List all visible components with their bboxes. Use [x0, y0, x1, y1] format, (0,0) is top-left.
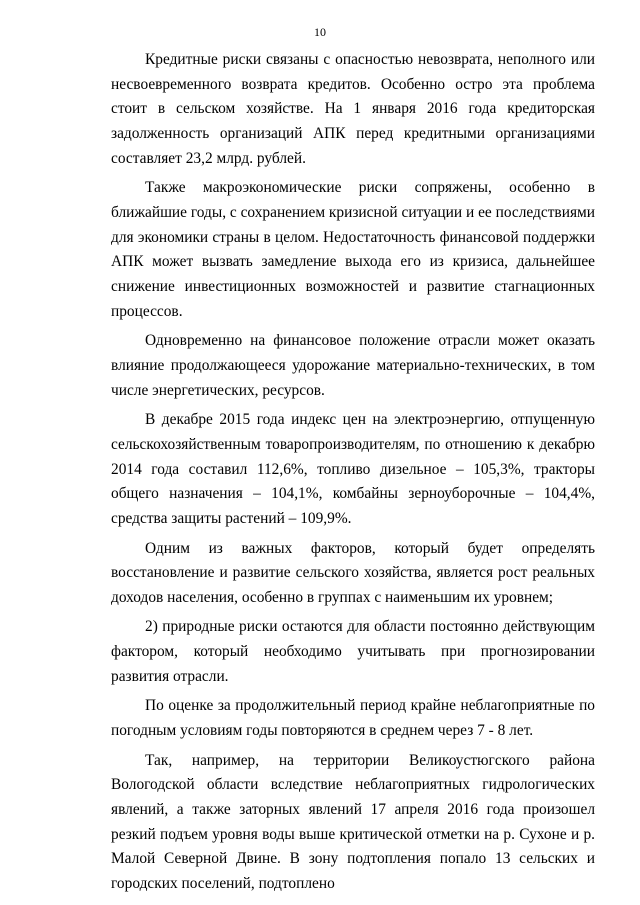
paragraph-income-growth: Одним из важных факторов, который будет определять восстановление и развитие сельского хозяйства, является рост реальных доходов населения, особенно в группах с наименьшим их уровнем; — [111, 539, 595, 606]
document-body — [111, 48, 595, 902]
paragraph-credit-risks: Кредитные риски связаны с опасностью невозврата, неполного или несвоевременного возврата кредитов. Особенно остро эта проблема стоит в сельском хозяйстве. На 1 января 2016 года кредиторская задолженность организаций АПК перед кредитными организациями составляет 23,2 млрд. рублей. — [111, 51, 595, 167]
paragraph-weather-frequency: По оценке за продолжительный период крайне неблагоприятные по погодным условиям годы повторяются в среднем через 7 - 8 лет. — [111, 697, 595, 740]
paragraph-flood-example: Так, например, на территории Великоустюгского района Вологодской области вследствие неблагоприятных гидрологических явлений, а также заторных явлений 17 апреля 2016 года произошел резкий подъем уровня воды выше критической отметки на р. Сухоне и р. Малой Северной Двине. В зону подтопления попало 13 сельских и городских поселений, подтоплено — [111, 751, 595, 893]
paragraph-financial-position: Одновременно на финансовое положение отрасли может оказать влияние продолжающееся удорожание материально-технических, в том числе энергетических, ресурсов. — [111, 332, 595, 399]
paragraph-price-index: В декабре 2015 года индекс цен на электроэнергию, отпущенную сельскохозяйственным товаропроизводителям, по отношению к декабрю 2014 года составил 112,6%, топливо дизельное – 105,3%, тракторы общего назначения – 104,1%, комбайны зерноуборочные – 104,4%, средства защиты растений – 109,9%. — [111, 411, 595, 528]
paragraph-macroeconomic-risks: Также макроэкономические риски сопряжены, особенно в ближайшие годы, с сохранением кризисной ситуации и ее последствиями для экономики страны в целом. Недостаточность финансовой поддержки АПК может вызвать замедление выхода его из кризиса, дальнейшее снижение инвестиционных возможностей и развитие стагнационных процессов. — [111, 179, 595, 320]
paragraph-natural-risks: 2) природные риски остаются для области постоянно действующим фактором, который необходимо учитывать при прогнозировании развития отрасли. — [111, 618, 595, 685]
page-number: 10 — [314, 25, 326, 39]
